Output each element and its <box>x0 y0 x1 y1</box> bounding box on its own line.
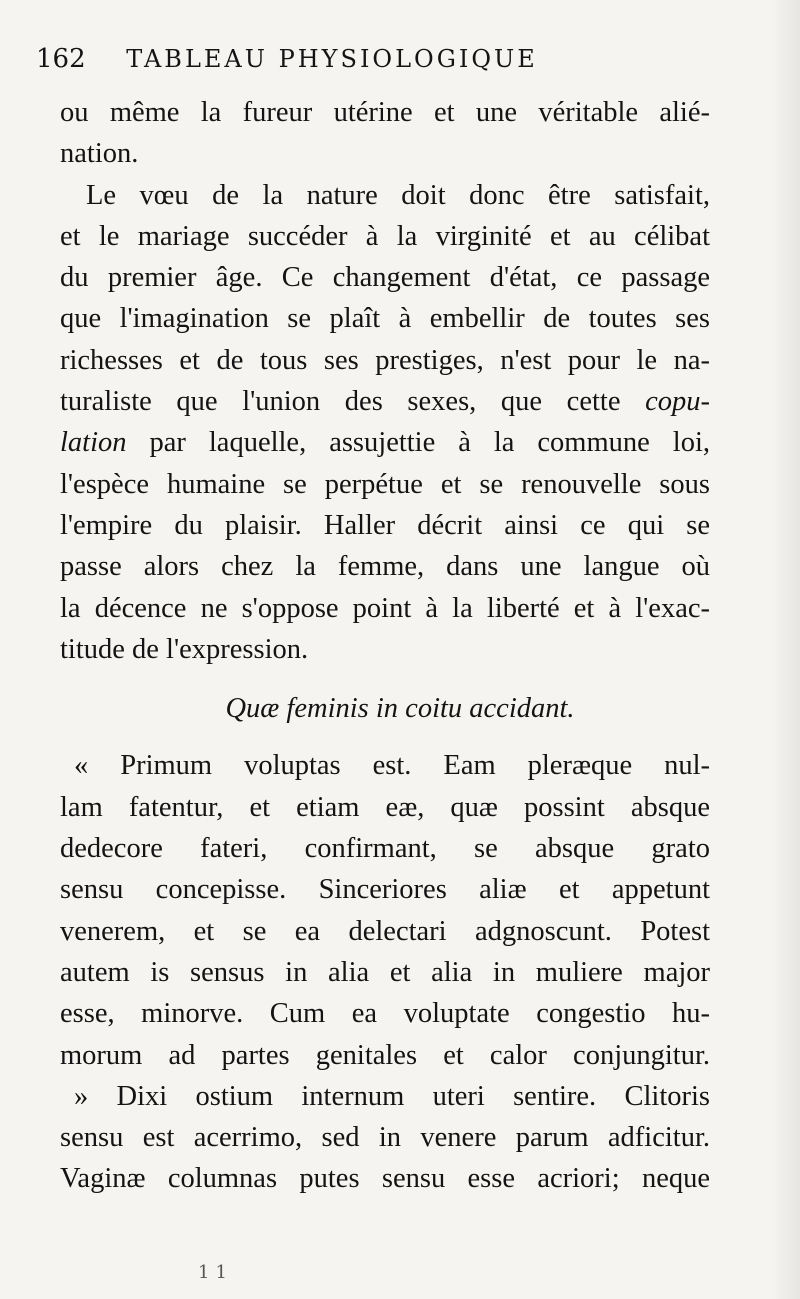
text-line: richesses et de tous ses prestiges, n'est pour le na- <box>60 344 710 376</box>
latin-heading: Quæ feminis in coitu accidant. <box>225 693 575 725</box>
text-line: passe alors chez la femme, dans une langue où <box>60 551 710 583</box>
running-title: TABLEAU PHYSIOLOGIQUE <box>126 45 538 73</box>
page-number: 162 <box>36 44 86 74</box>
text-line <box>60 422 710 463</box>
body-text <box>60 92 710 1200</box>
text-line: nation. <box>60 138 139 170</box>
text-line: venerem, et se ea delectari adgnoscunt. Potest <box>60 915 710 947</box>
paragraph-start: Le vœu de la nature doit donc être satisfait, <box>86 179 710 211</box>
text-line: que l'imagination se plaît à embellir de toutes ses <box>60 303 710 335</box>
text-line <box>60 381 710 422</box>
text-line: sensu est acerrimo, sed in venere parum adficitur. <box>60 1122 710 1154</box>
text-line: sensu concepisse. Sinceriores aliæ et appetunt <box>60 874 710 906</box>
text-line: lam fatentur, et etiam eæ, quæ possint absque <box>60 791 710 823</box>
text-line: la décence ne s'oppose point à la liberté et à l'exac- <box>60 592 710 624</box>
text-segment: par laquelle, assujettie à la commune loi, <box>149 427 710 459</box>
text-line: et le mariage succéder à la virginité et au célibat <box>60 220 710 252</box>
text-line: esse, minorve. Cum ea voluptate congestio hu- <box>60 998 710 1030</box>
text-line: ou même la fureur utérine et une véritable alié- <box>60 97 710 128</box>
italic-term: copu- <box>645 386 711 418</box>
text-line: l'empire du plaisir. Haller décrit ainsi ce qui se <box>60 509 710 541</box>
text-line: morum ad partes genitales et calor conjungitur. <box>60 1039 710 1071</box>
text-line: Vaginæ columnas putes sensu esse acriori; neque <box>60 1163 710 1195</box>
text-line: autem is sensus in alia et alia in muliere major <box>60 956 710 988</box>
text-segment: turaliste que l'union des sexes, que cette <box>60 386 621 418</box>
text-line: l'espèce humaine se perpétue et se renouvelle sous <box>60 468 710 500</box>
paragraph-start: « Primum voluptas est. Eam pleræque nul- <box>74 750 710 782</box>
text-line: du premier âge. Ce changement d'état, ce passage <box>60 262 710 294</box>
text-line: titude de l'expression. <box>60 633 309 665</box>
running-header <box>36 44 736 74</box>
paragraph-start: » Dixi ostium internum uteri sentire. Clitoris <box>74 1080 710 1112</box>
page-edge-shadow <box>770 0 800 1299</box>
signature-mark: 11 <box>198 1262 233 1283</box>
text-line: dedecore fateri, confirmant, se absque grato <box>60 833 710 865</box>
italic-term: lation <box>60 427 127 459</box>
